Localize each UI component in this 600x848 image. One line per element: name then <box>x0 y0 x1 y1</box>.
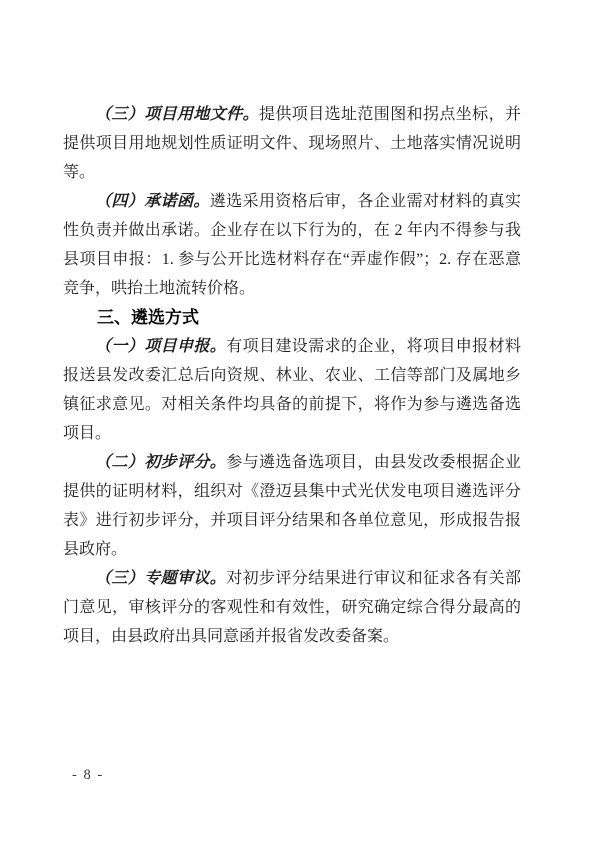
paragraph-lead: （一）项目申报。 <box>95 338 227 355</box>
paragraph-lead: （三）专题审议。 <box>95 570 227 587</box>
paragraph-lead: （三）项目用地文件。 <box>95 106 259 123</box>
paragraph-commitment-letter <box>63 187 521 303</box>
paragraph-text: 遴选采用资格后审，各企业需对材料的真实性负责并做出承诺。企业存在以下行为的，在 2 年内不得参与我县项目申报：1. 参与公开比选材料存在“弄虚作假”；2. 存在恶意竞争，哄抬土地流转价格。 <box>63 193 521 297</box>
page-number: - 8 - <box>72 767 104 783</box>
document-body <box>63 100 521 651</box>
paragraph-project-application <box>63 332 521 448</box>
paragraph-preliminary-scoring <box>63 448 521 564</box>
paragraph-special-review <box>63 564 521 651</box>
paragraph-text: 参与遴选备选项目，由县发改委根据企业提供的证明材料，组织对《澄迈县集中式光伏发电项目遴选评分表》进行初步评分，并项目评分结果和各单位意见，形成报告报县政府。 <box>63 454 521 558</box>
paragraph-lead: （四）承诺函。 <box>95 193 210 210</box>
paragraph-lead: （二）初步评分。 <box>95 454 227 471</box>
paragraph-text: 提供项目选址范围图和拐点坐标，并提供项目用地规划性质证明文件、现场照片、土地落实情况说明等。 <box>63 106 521 181</box>
section-heading: 三、遴选方式 <box>97 308 199 327</box>
paragraph-text: 对初步评分结果进行审议和征求各有关部门意见，审核评分的客观性和有效性，研究确定综合得分最高的项目，由县政府出具同意函并报省发改委备案。 <box>63 570 521 645</box>
paragraph-project-land-files <box>63 100 521 187</box>
paragraph-text: 有项目建设需求的企业，将项目申报材料报送县发改委汇总后向资规、林业、农业、工信等部门及属地乡镇征求意见。对相关条件均具备的前提下，将作为参与遴选备选项目。 <box>63 338 521 442</box>
